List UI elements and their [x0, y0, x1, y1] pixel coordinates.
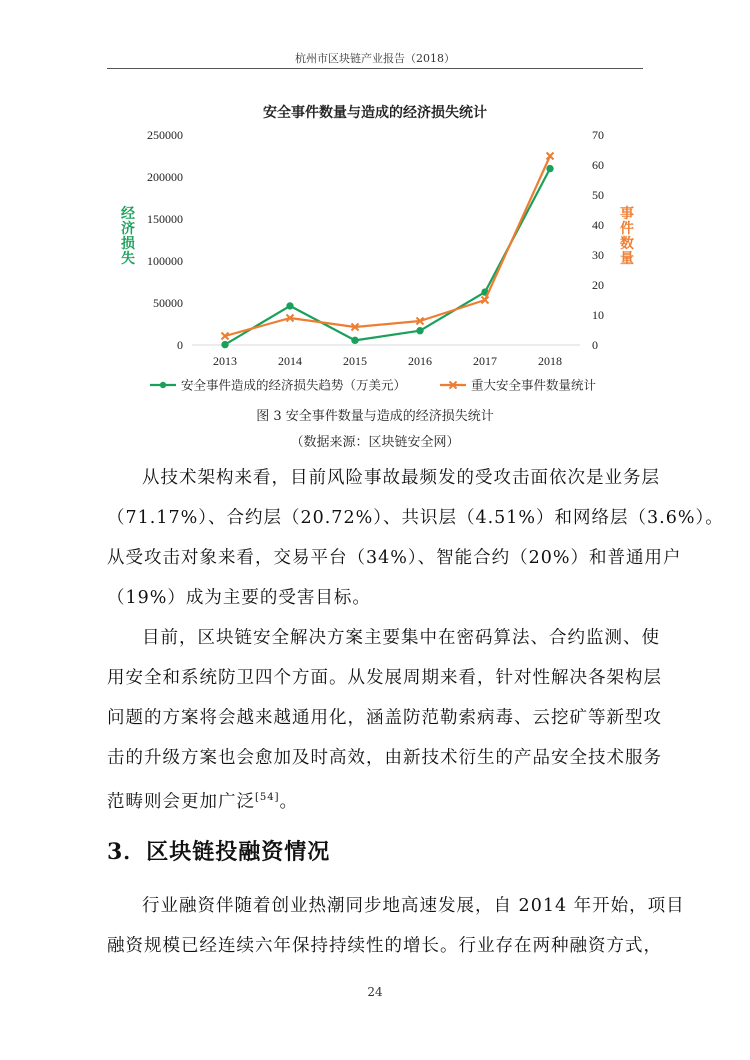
line-chart: [0, 0, 750, 410]
axis-label-char: 失: [121, 251, 135, 267]
paragraph-2: [107, 618, 662, 822]
text-line: （71.17%）、合约层（20.72%）、共识层（4.51%）和网络层（3.6%）。: [107, 508, 724, 528]
page-header: 杭州市区块链产业报告（2018）: [295, 52, 455, 65]
y-axis-label-right: [620, 205, 634, 267]
y-tick-label-right: 70: [592, 128, 604, 142]
axis-label-char: 经: [121, 206, 135, 222]
x-tick-label: 2016: [408, 354, 432, 368]
text-line: 用安全和系统防卫四个方面。从发展周期来看，针对性解决各架构层: [107, 668, 662, 688]
legend-label: 重大安全事件数量统计: [471, 377, 597, 393]
paragraph-3: [107, 886, 685, 966]
citation-ref: [54]: [255, 792, 280, 803]
figure-caption: 图 3 安全事件数量与造成的经济损失统计: [256, 409, 494, 424]
y-tick-label-right: 10: [592, 308, 604, 322]
axis-label-char: 济: [121, 221, 135, 237]
axis-label-char: 量: [620, 251, 634, 267]
text-line: [107, 778, 643, 822]
data-point: [222, 341, 228, 347]
y-tick-label-right: 40: [592, 218, 604, 232]
y-tick-label-right: 30: [592, 248, 604, 262]
series-line: [225, 156, 550, 336]
data-point: [352, 337, 358, 343]
y-tick-label-right: 60: [592, 158, 604, 172]
y-tick-label-left: 150000: [147, 212, 183, 226]
data-point: [287, 303, 293, 309]
figure-source: （数据来源：区块链安全网）: [290, 435, 460, 450]
y-tick-label-right: 50: [592, 188, 604, 202]
section-heading: 3．区块链投融资情况: [107, 839, 331, 865]
y-tick-label-left: 200000: [147, 170, 183, 184]
text-line: 目前，区块链安全解决方案主要集中在密码算法、合约监测、使: [142, 628, 660, 648]
series-group: [222, 153, 554, 348]
y-axis-label-left: [121, 205, 135, 267]
text-line: 行业融资伴随着创业热潮同步地高速发展，自 2014 年开始，项目: [142, 896, 685, 916]
x-tick-label: 2013: [213, 354, 237, 368]
y-tick-label-right: 0: [592, 338, 598, 352]
paragraph-1: [107, 458, 724, 618]
legend-label: 安全事件造成的经济损失趋势（万美元）: [181, 377, 407, 393]
legend-marker: [160, 382, 166, 388]
legend: [150, 378, 597, 393]
text-line: （19%）成为主要的受害目标。: [107, 588, 371, 608]
y-ticks-left: [147, 128, 183, 352]
text-line: 融资规模已经连续六年保持持续性的增长。行业存在两种融资方式，: [107, 936, 662, 956]
y-tick-label-left: 250000: [147, 128, 183, 142]
x-tick-label: 2018: [538, 354, 562, 368]
text-fragment: 范畴则会更加广泛: [107, 791, 255, 812]
x-tick-label: 2014: [278, 354, 302, 368]
data-point: [417, 328, 423, 334]
axis-label-char: 损: [121, 236, 135, 252]
text-line: 击的升级方案也会愈加及时高效，由新技术衍生的产品安全技术服务: [107, 748, 662, 768]
text-line: 从受攻击对象来看，交易平台（34%）、智能合约（20%）和普通用户: [107, 548, 682, 568]
series-line: [225, 169, 550, 345]
axis-label-char: 件: [620, 221, 634, 237]
text-line: 从技术架构来看，目前风险事故最频发的受攻击面依次是业务层: [142, 468, 660, 488]
data-point: [547, 165, 553, 171]
text-fragment: 。: [279, 791, 299, 812]
y-ticks-right: [592, 128, 604, 352]
y-tick-label-left: 50000: [153, 296, 183, 310]
text-line: 问题的方案将会越来越通用化，涵盖防范勒索病毒、云挖矿等新型攻: [107, 708, 662, 728]
y-tick-label-left: 0: [177, 338, 183, 352]
x-tick-label: 2015: [343, 354, 367, 368]
axis-label-char: 事: [620, 206, 634, 222]
y-tick-label-right: 20: [592, 278, 604, 292]
y-tick-label-left: 100000: [147, 254, 183, 268]
chart-title: 安全事件数量与造成的经济损失统计: [263, 105, 487, 121]
axis-label-char: 数: [620, 236, 634, 252]
x-ticks: [213, 354, 562, 368]
x-tick-label: 2017: [473, 354, 497, 368]
page-number: 24: [367, 985, 383, 999]
